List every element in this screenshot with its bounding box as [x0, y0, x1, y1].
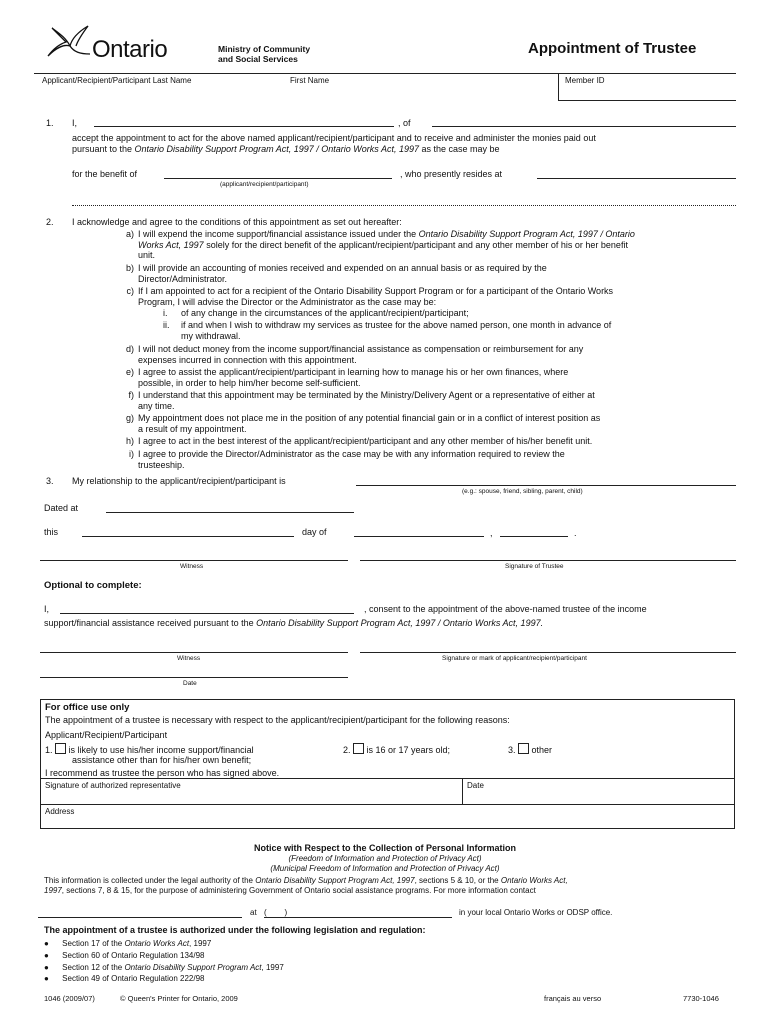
item-a-act-2: Works Act, 1997	[138, 239, 204, 250]
item-a-letter: a)	[125, 229, 134, 239]
rep-signature-field[interactable]	[41, 779, 461, 804]
last-name-label: Applicant/Recipient/Participant Last Name	[42, 76, 192, 85]
logo-text: Ontario	[92, 36, 168, 63]
notice-sub2: (Municipal Freedom of Information and Protection of Privacy Act)	[270, 864, 500, 873]
legislation-item	[44, 938, 284, 950]
reason-3-text: other	[531, 745, 553, 755]
notice-sub1: (Freedom of Information and Protection of Privacy Act)	[288, 854, 482, 863]
leg-item-text: Section 17 of the	[62, 939, 125, 948]
consent-line1: , consent to the appointment of the above-named trustee of the income	[364, 604, 647, 614]
item-g-text	[138, 413, 738, 434]
office-line1: The appointment of a trustee is necessary with respect to the applicant/recipient/participant for the following reasons:	[45, 715, 510, 725]
day-of-label: day of	[302, 527, 327, 537]
notice-p1c: , sections 5 & 10, or the	[414, 876, 501, 885]
witness-label: Witness	[180, 563, 204, 570]
s2-num: 2.	[46, 217, 54, 227]
accept-text-a: pursuant to the	[72, 144, 135, 154]
notice-para	[44, 876, 744, 896]
rep-signature-label: Signature of authorized representative	[45, 781, 181, 790]
beneficiary-name-input[interactable]	[164, 178, 392, 179]
resides-label: , who presently resides at	[400, 169, 503, 179]
reason-1-text: is likely to use his/her income support/financial	[68, 745, 254, 755]
item-h-letter: h)	[125, 436, 134, 446]
item-e-line1: I agree to assist the applicant/recipient/participant in learning how to manage his or her own finances, where	[138, 367, 569, 377]
sub-ii-line2: my withdrawal.	[181, 331, 241, 341]
reason-1-text-2: assistance other than for his/her own benefit;	[72, 755, 252, 765]
reason-2-num: 2.	[343, 745, 351, 755]
ontario-logo	[42, 24, 202, 64]
notice-ow-act: Ontario Works Act,	[500, 876, 568, 885]
s3-text: My relationship to the applicant/recipient/participant is	[72, 476, 286, 486]
leg-item-text: Section 60 of Ontario Regulation 134/98	[62, 950, 205, 960]
leg-item-text: Section 49 of Ontario Regulation 222/98	[62, 974, 205, 984]
s1-accept-line1: accept the appointment to act for the above named applicant/recipient/participant and to receive and administer the monies paid out	[72, 133, 596, 143]
leg-item-year: , 1997	[261, 962, 284, 972]
last-name-field[interactable]	[34, 74, 286, 100]
s1-of-label: , of	[398, 118, 411, 128]
trustee-signature-label: Signature of Trustee	[505, 563, 564, 570]
form-code: 7730-1046	[683, 994, 719, 1003]
day-input[interactable]	[82, 536, 294, 537]
leg-item-act: Ontario Works Act	[124, 939, 190, 948]
reason-2-checkbox[interactable]	[353, 743, 364, 754]
member-id-field[interactable]	[559, 74, 736, 100]
month-input[interactable]	[354, 536, 484, 537]
applicant-signature-label: Signature or mark of applicant/recipient/participant	[442, 655, 587, 662]
legislation-heading: The appointment of a trustee is authorized under the following legislation and regulation:	[44, 925, 426, 935]
reason-3-checkbox[interactable]	[518, 743, 529, 754]
reason-3-num: 3.	[508, 745, 516, 755]
beneficiary-address-input-2[interactable]	[72, 205, 736, 206]
bullet-icon: ●	[44, 939, 63, 948]
item-f-line1: I understand that this appointment may be terminated by the Ministry/Delivery Agent or a representative of either at	[138, 390, 595, 400]
item-c-text	[138, 286, 738, 307]
contact-local-text: in your local Ontario Works or ODSP office.	[459, 908, 613, 917]
legislation-item	[44, 973, 284, 985]
item-c-line2: Program, I will advise the Director or the Administrator as the case may be:	[138, 296, 437, 307]
contact-phone-input[interactable]	[264, 917, 452, 918]
optional-i-label: I,	[44, 604, 50, 614]
item-i-letter: i)	[129, 449, 134, 459]
office-line2: Applicant/Recipient/Participant	[45, 730, 168, 740]
trustee-address-input[interactable]	[432, 126, 736, 127]
s2-intro: I acknowledge and agree to the conditions of this appointment as set out hereafter:	[72, 217, 402, 227]
item-h-text	[138, 436, 738, 447]
item-i-line2: trusteeship.	[138, 459, 185, 470]
reason-1	[45, 743, 254, 755]
ministry-line-2: and Social Services	[218, 54, 298, 64]
bullet-icon: ●	[44, 962, 63, 972]
member-id-label: Member ID	[565, 76, 605, 85]
legislation-item	[44, 950, 284, 962]
office-heading: For office use only	[45, 702, 130, 713]
accept-text-c: as the case may be	[419, 144, 500, 154]
item-h-line1: I agree to act in the best interest of the applicant/recipient/participant and any other member of his/her benefit unit.	[138, 436, 593, 446]
item-b-line2: Director/Administrator.	[138, 273, 228, 284]
date-period: .	[574, 528, 577, 538]
accept-act-name: Ontario Disability Support Program Act, 1997 / Ontario Works Act, 1997	[134, 144, 420, 154]
contact-at-label: at	[250, 908, 257, 917]
contact-phone-paren: ( )	[264, 908, 288, 917]
relationship-caption: (e.g.: spouse, friend, sibling, parent, child)	[462, 488, 583, 495]
legislation-item	[44, 962, 284, 974]
benefit-label: for the benefit of	[72, 169, 138, 179]
consent-line2	[44, 618, 744, 628]
item-g-line2: a result of my appointment.	[138, 423, 247, 434]
beneficiary-address-input[interactable]	[537, 178, 736, 179]
notice-p2a: 1997	[44, 886, 62, 895]
contact-office-input[interactable]	[38, 917, 242, 918]
trustee-signature-input[interactable]	[360, 560, 736, 561]
item-i-text	[138, 449, 738, 470]
sub-i-text: of any change in the circumstances of the applicant/recipient/participant;	[181, 308, 469, 318]
consent-text: support/financial assistance received pursuant to the	[44, 618, 257, 628]
sub-ii-num: ii.	[163, 320, 170, 330]
french-version-note: français au verso	[544, 994, 602, 1003]
item-e-text	[138, 367, 738, 388]
item-a-line1: I will expend the income support/financial assistance issued under the	[138, 229, 419, 239]
reason-1-checkbox[interactable]	[55, 743, 66, 754]
optional-date-label: Date	[183, 680, 197, 687]
item-g-letter: g)	[125, 413, 134, 423]
dated-at-input[interactable]	[106, 512, 354, 513]
applicant-signature-input[interactable]	[360, 652, 736, 653]
ministry-line-1: Ministry of Community	[218, 44, 311, 54]
relationship-input[interactable]	[356, 485, 736, 486]
recommend-text: I recommend as trustee the person who has signed above.	[45, 768, 280, 778]
trillium-icon	[42, 24, 98, 62]
s3-num: 3.	[46, 476, 54, 486]
notice-title: Notice with Respect to the Collection of Personal Information	[253, 843, 517, 853]
item-f-line2: any time.	[138, 400, 175, 411]
office-date-label: Date	[467, 781, 484, 790]
address-label: Address	[45, 807, 75, 816]
item-c-letter: c)	[126, 286, 134, 296]
copyright: © Queen's Printer for Ontario, 2009	[120, 994, 238, 1003]
item-d-text	[138, 344, 738, 365]
legislation-list	[44, 938, 284, 985]
first-name-field[interactable]	[286, 74, 558, 100]
first-name-label: First Name	[290, 76, 330, 85]
notice-p1a: This information is collected under the legal authority of the	[44, 876, 256, 885]
bullet-icon: ●	[44, 950, 63, 960]
item-e-letter: e)	[125, 367, 134, 377]
item-a-line3: unit.	[138, 250, 156, 260]
benefit-caption: (applicant/recipient/participant)	[220, 181, 309, 188]
reason-1-num: 1.	[45, 745, 53, 755]
item-a-text	[138, 229, 738, 261]
s1-i-label: I,	[72, 118, 78, 128]
item-i-line1: I agree to provide the Director/Administrator as the case may be with any information required to review the	[138, 449, 565, 459]
page-title: Appointment of Trustee	[528, 40, 697, 57]
this-label: this	[44, 527, 59, 537]
item-b-letter: b)	[125, 263, 134, 273]
leg-item-text: Section 12 of the	[62, 962, 125, 972]
optional-witness-input[interactable]	[40, 652, 348, 653]
sub-i-num: i.	[163, 308, 168, 318]
sub-ii-text	[181, 320, 741, 342]
bullet-icon: ●	[44, 974, 63, 984]
trustee-name-input[interactable]	[94, 126, 394, 127]
item-e-line2: possible, in order to help him/her become self-sufficient.	[138, 377, 361, 388]
ministry-name	[218, 44, 310, 64]
optional-date-input[interactable]	[40, 677, 348, 678]
optional-witness-label: Witness	[177, 655, 201, 662]
dated-at-label: Dated at	[44, 503, 79, 513]
optional-heading: Optional to complete:	[44, 580, 142, 591]
item-b-line1: I will provide an accounting of monies received and expended on an annual basis or as required by the	[138, 263, 547, 273]
item-g-line1: My appointment does not place me in the position of any potential financial gain or in a conflict of interest position as	[138, 413, 601, 423]
sub-ii-line1: if and when I wish to withdraw my services as trustee for the above named person, one month in advance of	[181, 320, 612, 330]
member-id-rule	[558, 100, 736, 101]
s1-accept-text	[72, 133, 742, 155]
s1-num: 1.	[46, 118, 54, 128]
reason-3	[508, 743, 552, 755]
consent-act: Ontario Disability Support Program Act, 1997 / Ontario Works Act, 1997.	[256, 618, 544, 628]
leg-item-year: , 1997	[189, 939, 212, 948]
notice-p2b: , sections 7, 8 & 15, for the purpose of administering Government of Ontario social assistance programs. For more information contact	[61, 886, 536, 895]
reason-2	[343, 743, 450, 755]
notice-odsp-act: Ontario Disability Support Program Act, 1997	[255, 876, 415, 885]
item-c-line1: If I am appointed to act for a recipient of the Ontario Disability Support Program or for a participant of the Ontario Works	[138, 286, 614, 296]
item-f-text	[138, 390, 738, 411]
item-d-letter: d)	[125, 344, 134, 354]
item-f-letter: f)	[128, 390, 134, 400]
item-b-text	[138, 263, 738, 284]
form-number: 1046 (2009/07)	[44, 994, 95, 1003]
item-a-line2: solely for the direct benefit of the applicant/recipient/participant and any other member of his or her benefit	[203, 239, 628, 250]
s1-accept-line2	[72, 144, 742, 155]
leg-item-act: Ontario Disability Support Program Act	[124, 962, 262, 972]
year-input[interactable]	[500, 536, 568, 537]
reason-2-text: is 16 or 17 years old;	[366, 745, 451, 755]
office-date-field[interactable]	[463, 779, 733, 804]
item-d-line1: I will not deduct money from the income support/financial assistance as compensation or reimbursement for any	[138, 344, 584, 354]
date-comma: ,	[490, 528, 493, 538]
item-d-line2: expenses incurred in connection with this appointment.	[138, 354, 357, 365]
item-a-act: Ontario Disability Support Program Act, 1997 / Ontario	[418, 229, 635, 239]
witness-signature-input[interactable]	[40, 560, 348, 561]
consenting-person-input[interactable]	[60, 613, 354, 614]
office-address-field[interactable]	[41, 805, 733, 828]
